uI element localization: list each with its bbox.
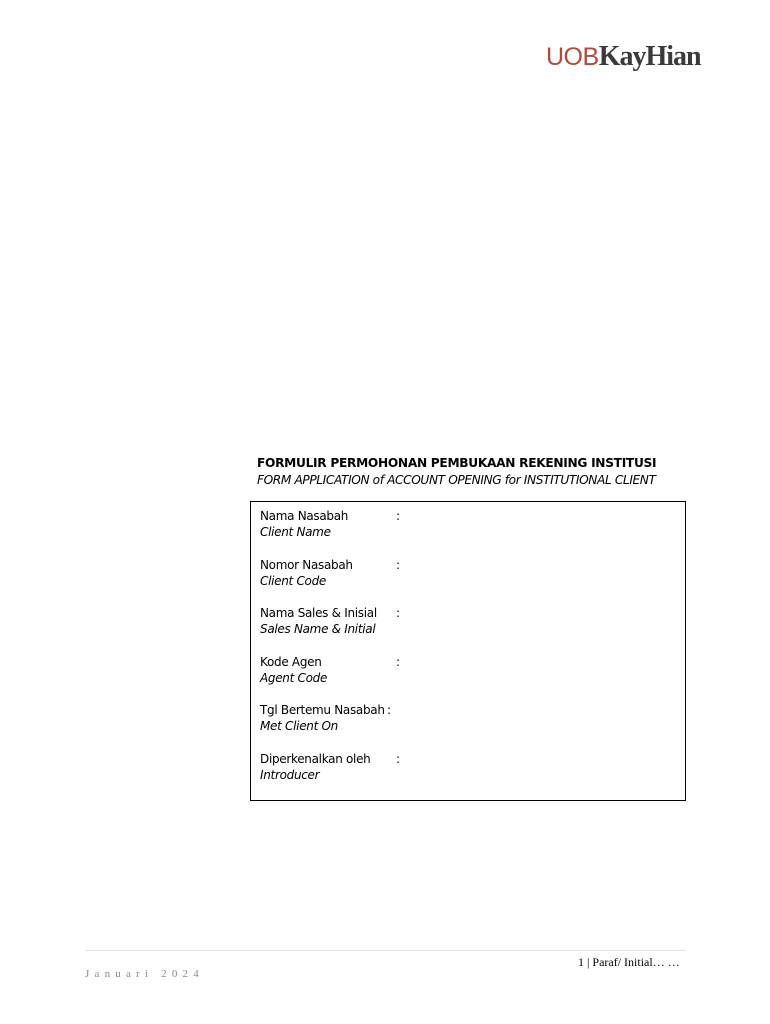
field-agent-code bbox=[260, 654, 400, 686]
field-label: Nama Nasabah bbox=[260, 509, 349, 523]
field-label: Nomor Nasabah bbox=[260, 558, 353, 572]
field-sales-name bbox=[260, 605, 400, 637]
field-colon: : bbox=[396, 509, 400, 523]
form-subtitle: FORM APPLICATION of ACCOUNT OPENING for INSTITUTIONAL CLIENT bbox=[257, 473, 656, 487]
footer-date: Januari 2024 bbox=[85, 968, 204, 980]
form-title: FORMULIR PERMOHONAN PEMBUKAAN REKENING INSTITUSI bbox=[257, 456, 657, 470]
logo-kayhian-text: KayHian bbox=[598, 41, 701, 72]
field-colon: : bbox=[396, 606, 400, 620]
field-colon: : bbox=[387, 703, 391, 717]
logo-uob-text: UOB bbox=[546, 43, 599, 71]
field-label: Diperkenalkan oleh bbox=[260, 752, 371, 766]
field-label: Nama Sales & Inisial bbox=[260, 606, 377, 620]
footer-divider bbox=[85, 950, 686, 951]
field-label-en: Sales Name & Initial bbox=[260, 622, 376, 636]
field-label: Kode Agen bbox=[260, 655, 322, 669]
field-label-en: Client Code bbox=[260, 574, 326, 588]
field-label-en: Client Name bbox=[260, 525, 331, 539]
field-client-name bbox=[260, 508, 400, 540]
company-logo bbox=[546, 42, 701, 72]
field-label-en: Met Client On bbox=[260, 719, 338, 733]
field-label-en: Introducer bbox=[260, 768, 320, 782]
page-number-initial: 1 | Paraf/ Initial… … bbox=[578, 955, 680, 969]
field-client-code bbox=[260, 557, 400, 589]
field-colon: : bbox=[396, 752, 400, 766]
field-colon: : bbox=[396, 558, 400, 572]
field-label-en: Agent Code bbox=[260, 671, 328, 685]
field-met-client-on bbox=[260, 702, 391, 734]
field-introducer bbox=[260, 751, 400, 783]
client-info-box bbox=[250, 501, 686, 801]
field-label: Tgl Bertemu Nasabah bbox=[260, 703, 385, 717]
field-colon: : bbox=[396, 655, 400, 669]
